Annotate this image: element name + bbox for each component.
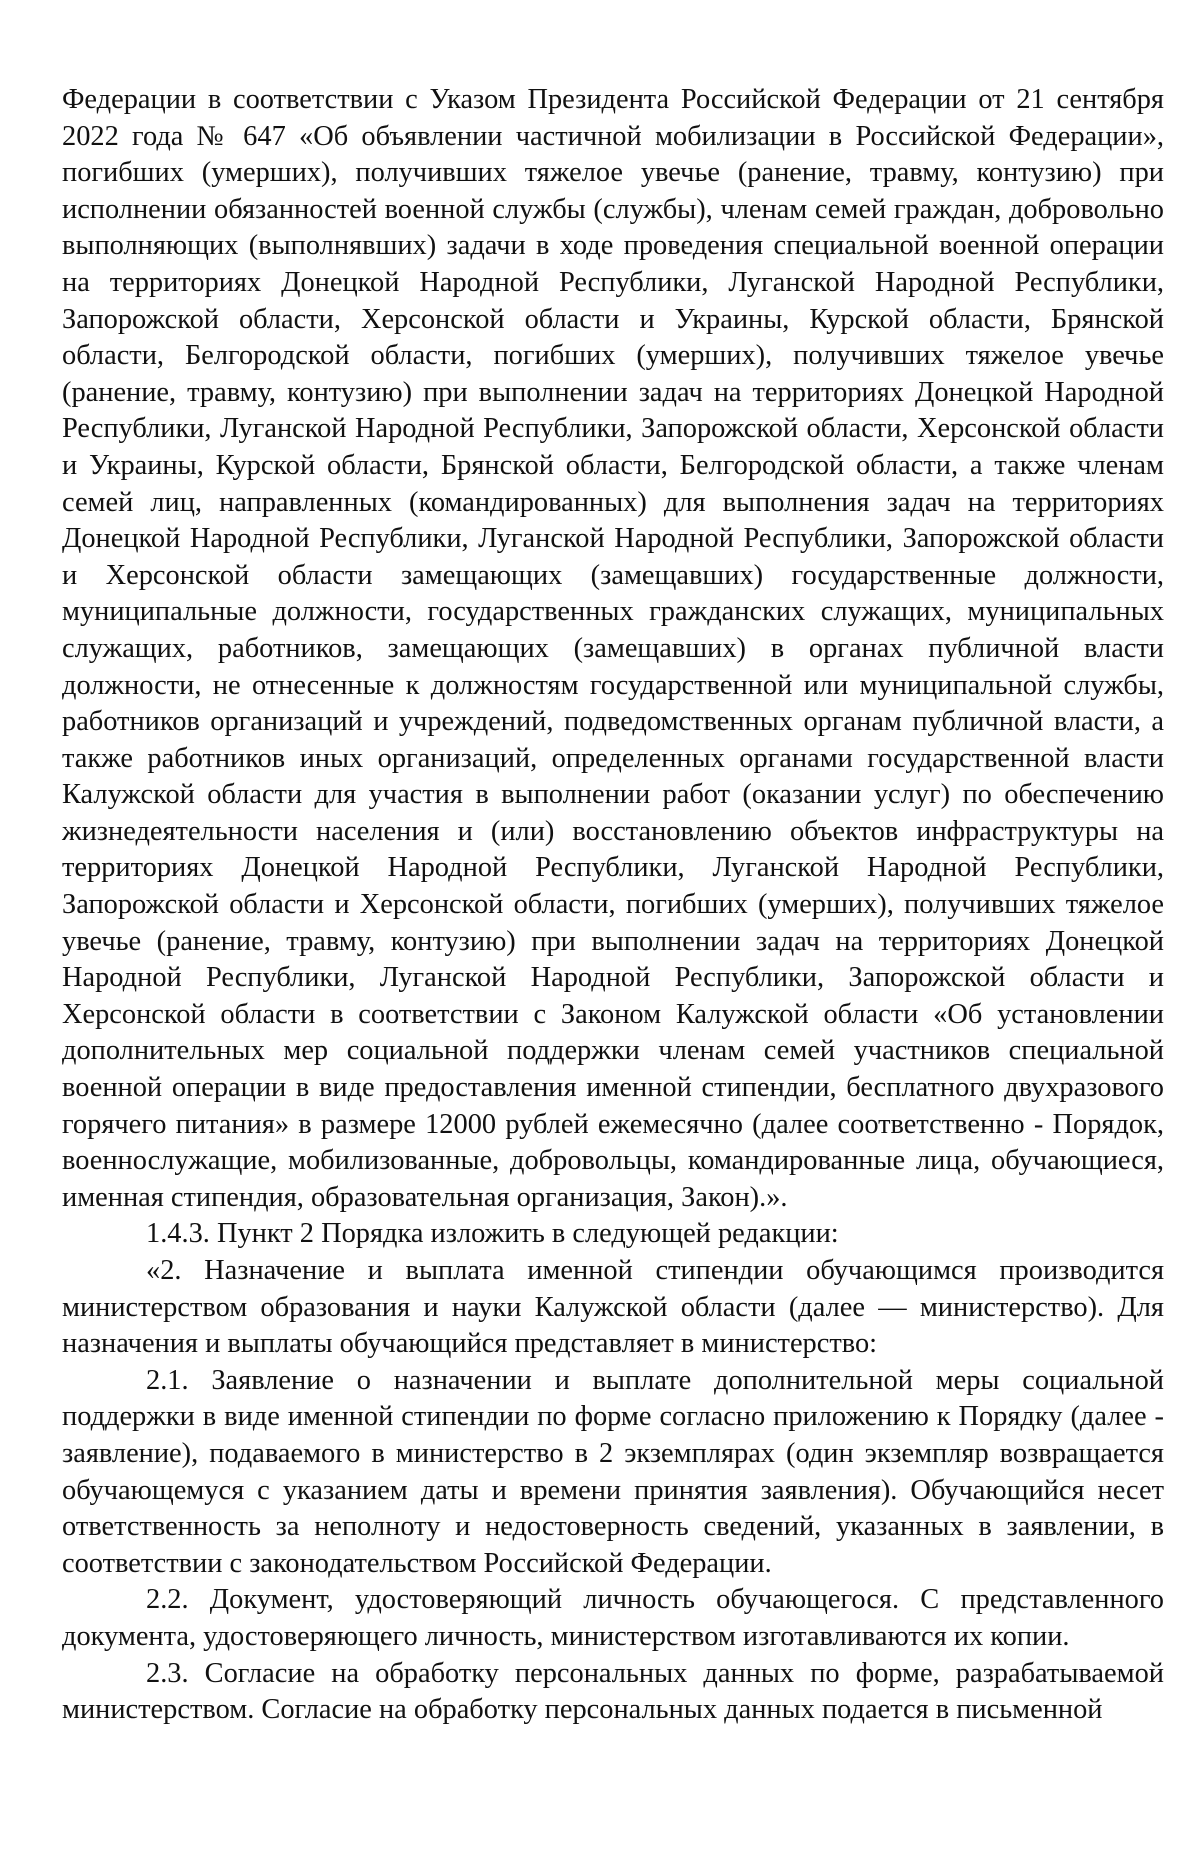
paragraph-point-2-3: 2.3. Согласие на обработку персональных данных по форме, разрабатываемой министерством. Согласие на обработку персональных данных подается в письменной xyxy=(62,1657,1164,1726)
document-body xyxy=(62,82,1164,1729)
paragraph-1-4-3: 1.4.3. Пункт 2 Порядка изложить в следующей редакции: xyxy=(146,1218,839,1250)
paragraph-point-2-2: 2.2. Документ, удостоверяющий личность обучающегося. С представленного документа, удостоверяющего личность, министерством изготавливаются их копии. xyxy=(62,1584,1164,1652)
paragraph-federation-list: Федерации в соответствии с Указом Президента Российской Федерации от 21 сентября 2022 года № 647 «Об объявлении частичной мобилизации в Российской Федерации», погибших (умерших), получивших тяжелое увечье (ранение, травму, контузию) при исполнении обязанностей военной службы (службы), членам семей граждан, добровольно выполняющих (выполнявших) задачи в ходе проведения специальной военной операции на территориях Донецкой Народной Республики, Луганской Народной Республики, Запорожской области, Херсонской области и Украины, Курской области, Брянской области, Белгородской области, погибших (умерших), получивших тяжелое увечье (ранение, травму, контузию) при выполнении задач на территориях Донецкой Народной Республики, Луганской Народной Республики, Запорожской области, Херсонской области и Украины, Курской области, Брянской области, Белгородской области, а также членам семей лиц, направленных (командированных) для выполнения задач на территориях Донецкой Народной Республики, Луганской Народной Республики, Запорожской области и Херсонской области замещающих (замещавших) государственные должности, муниципальные должности, государственных гражданских служащих, муниципальных служащих, работников, замещающих (замещавших) в органах публичной власти должности, не отнесенные к должностям государственной или муниципальной службы, работников организаций и учреждений, подведомственных органам публичной власти, а также работников иных организаций, определенных органами государственной власти Калужской области для участия в выполнении работ (оказании услуг) по обеспечению жизнедеятельности населения и (или) восстановлению объектов инфраструктуры на территориях Донецкой Народной Республики, Луганской Народной Республики, Запорожской области и Херсонской области, погибших (умерших), получивших тяжелое увечье (ранение, травму, контузию) при выполнении задач на территориях Донецкой Народной Республики, Луганской Народной Республики, Запорожской области и Херсонской области в соответствии с Законом Калужской области «Об установлении дополнительных мер социальной поддержки членам семей участников специальной военной операции в виде предоставления именной стипендии, бесплатного двухразового горячего питания» в размере 12000 рублей ежемесячно (далее соответственно - Порядок, военнослужащие, мобилизованные, добровольцы, командированные лица, обучающиеся, именная стипендия, образовательная организация, Закон).». xyxy=(62,84,1164,1213)
paragraph-point-2-1: 2.1. Заявление о назначении и выплате дополнительной меры социальной поддержки в виде именной стипендии по форме согласно приложению к Порядку (далее - заявление), подаваемого в министерство в 2 экземплярах (один экземпляр возвращается обучающемуся с указанием даты и времени принятия заявления). Обучающийся несет ответственность за неполноту и недостоверность сведений, указанных в заявлении, в соответствии с законодательством Российской Федерации. xyxy=(62,1364,1164,1579)
paragraph-point-2: «2. Назначение и выплата именной стипендии обучающимся производится министерством образования и науки Калужской области (далее — министерство). Для назначения и выплаты обучающийся представляет в министерство: xyxy=(62,1255,1164,1360)
